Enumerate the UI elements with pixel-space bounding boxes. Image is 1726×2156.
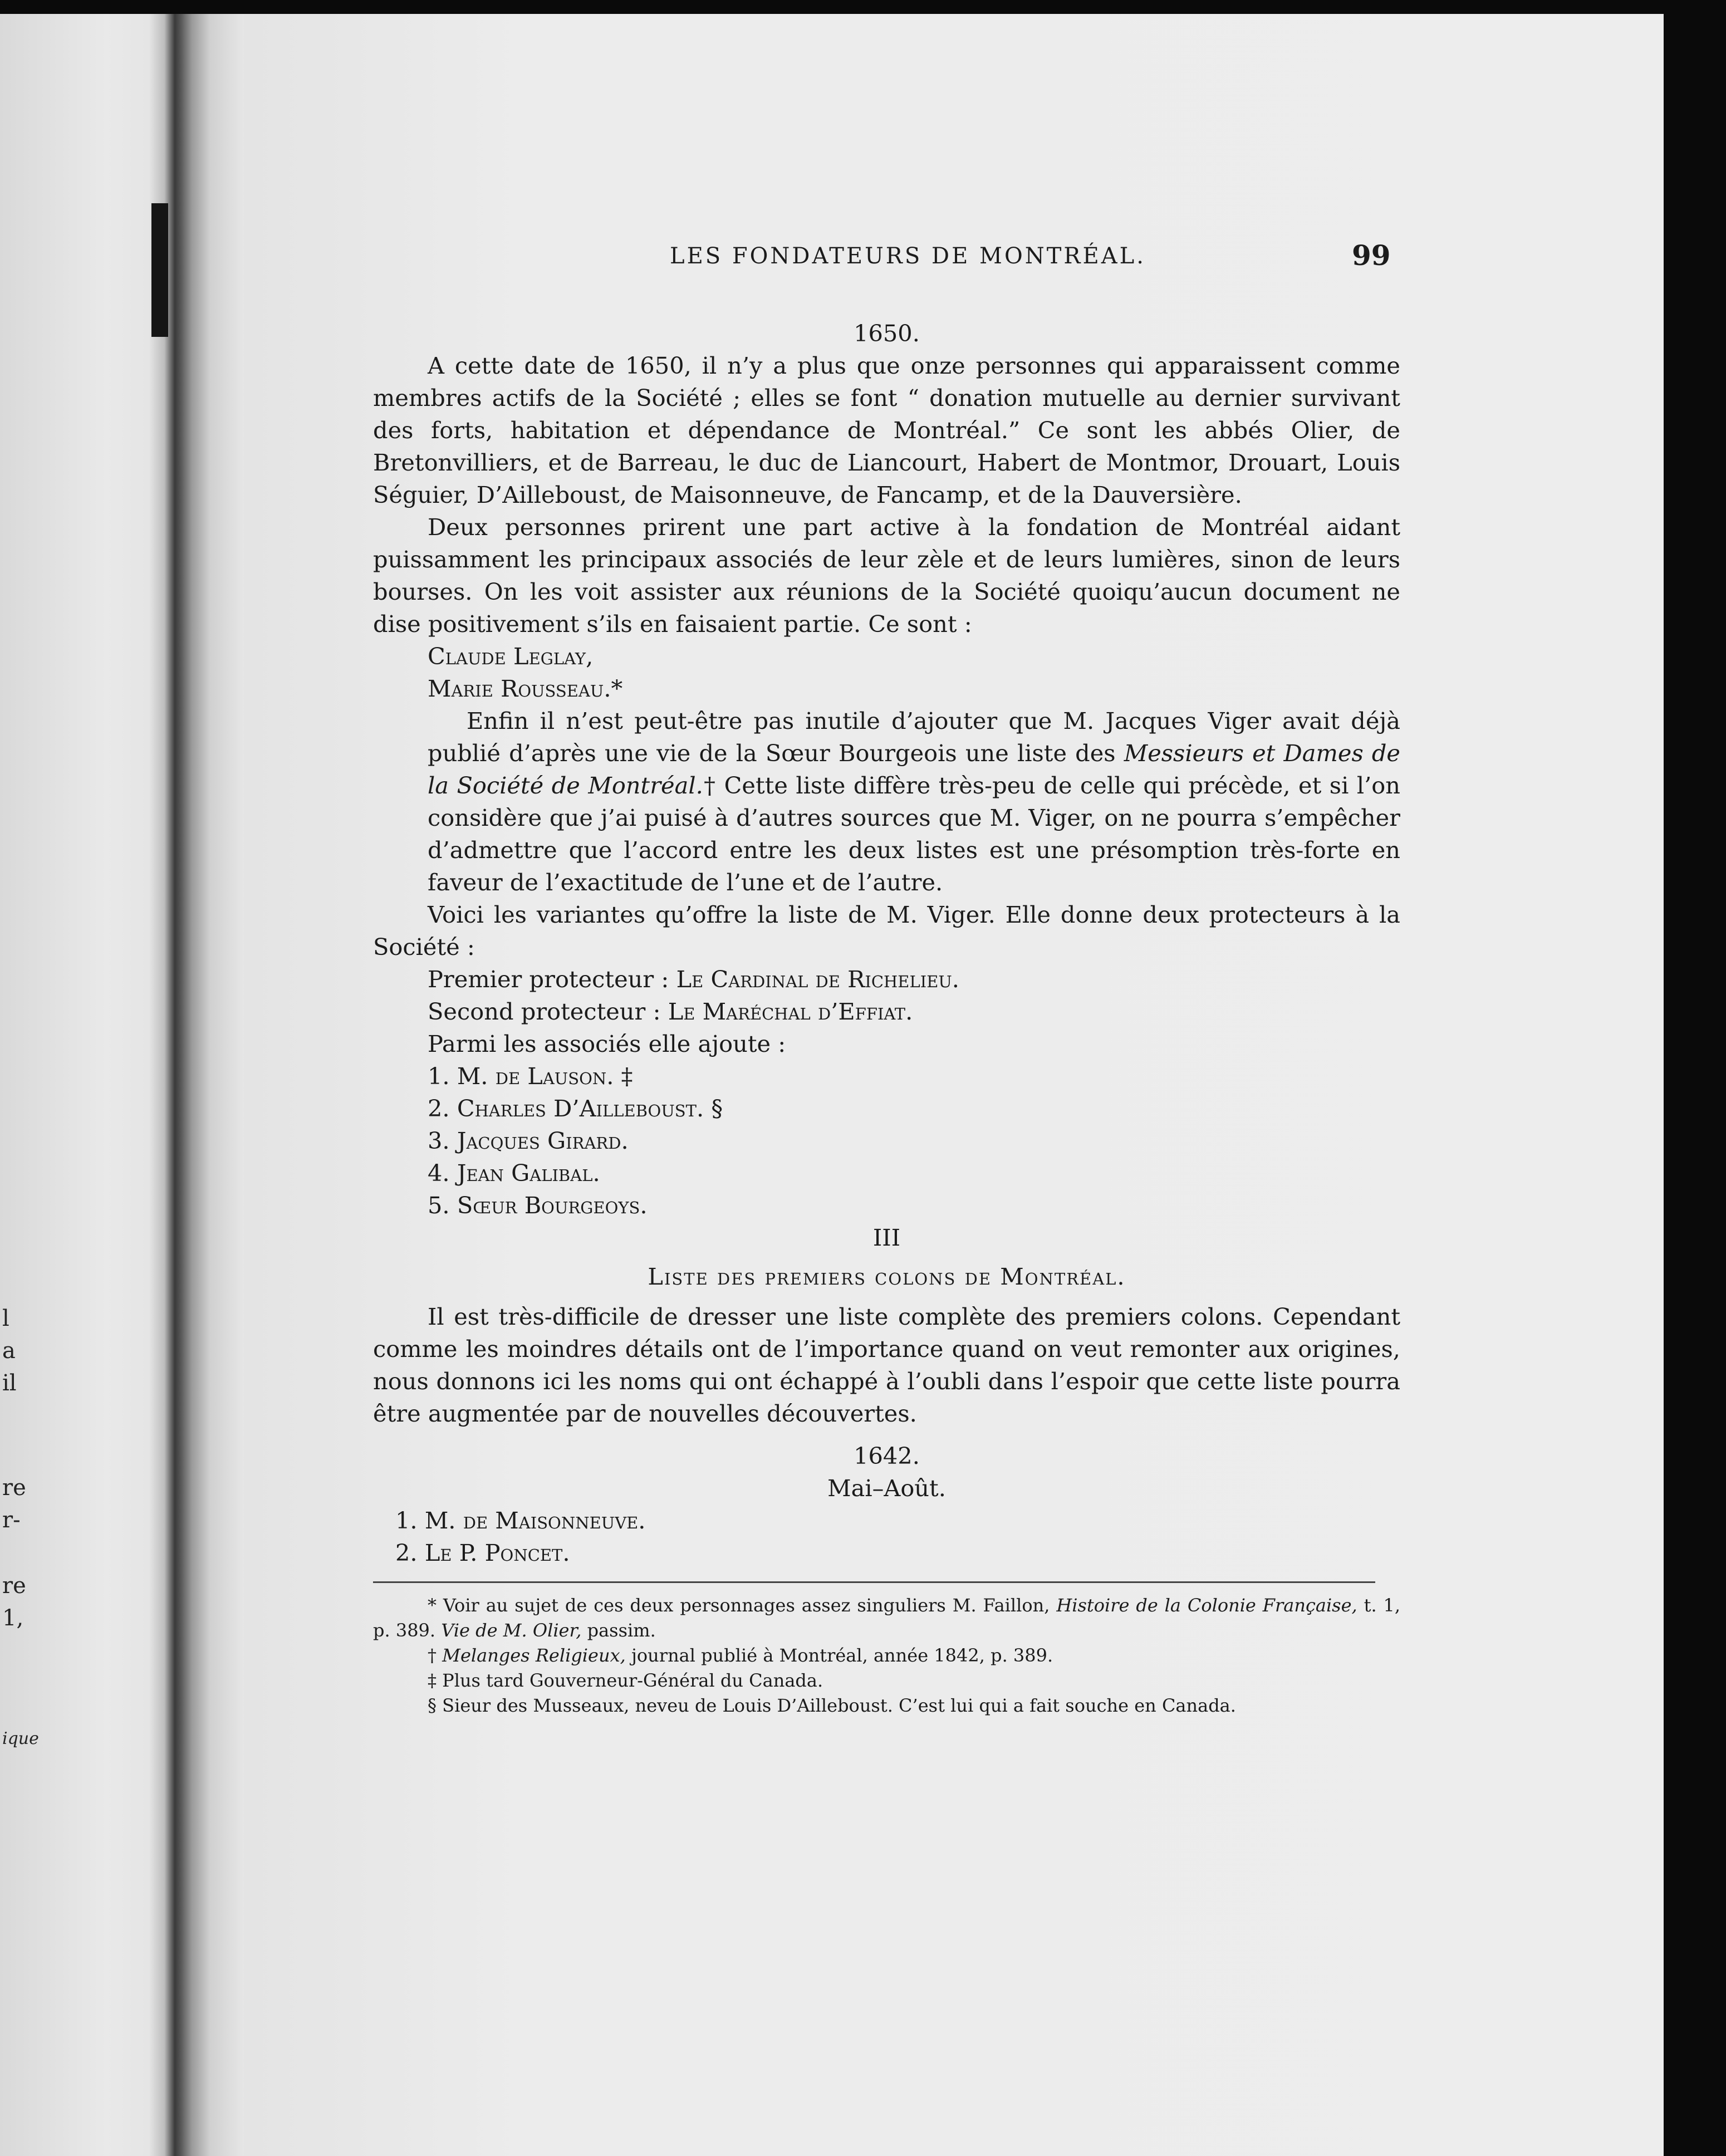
right-page: [244, 14, 1664, 2156]
footnote: [373, 1593, 1400, 1643]
list-number: 5.: [428, 1192, 450, 1219]
list-number: 1.: [395, 1507, 418, 1534]
associates-intro: Parmi les associés elle ajoute :: [428, 1030, 786, 1057]
footnote-text: journal publié à Montréal, année 1842, p. 389.: [631, 1645, 1053, 1666]
page-number: 99: [1352, 239, 1391, 272]
protector-label: Second protecteur :: [428, 998, 661, 1025]
scanned-page-spread: [0, 14, 1664, 2156]
list-name: Le P. Poncet.: [424, 1539, 570, 1566]
footnote-italic: Melanges Religieux,: [442, 1645, 626, 1666]
list-number: 2.: [428, 1095, 450, 1122]
footnote-mark: †: [428, 1645, 437, 1666]
footnote: ‡ Plus tard Gouverneur-Général du Canada.: [428, 1670, 823, 1691]
binding-mark: [151, 203, 168, 337]
footnote-mark: ‡: [621, 1062, 633, 1090]
list-name: Jacques Girard.: [457, 1127, 629, 1154]
protector-line: [373, 996, 1400, 1028]
list-item: [373, 1060, 1400, 1092]
list-item: [373, 1189, 1400, 1222]
section-numeral: III: [872, 1224, 901, 1251]
left-page-fragment: a: [2, 1338, 16, 1364]
paragraph-text: Cette liste diffère très-peu de celle qui précède, et si l’on considère que j’ai puisé à d’autres sources que M. Viger, on ne pourra s’empêcher d’admettre que l’accord entre les deux listes est une présomption très-forte en faveur de l’exactitude de l’une et de l’autre.: [428, 772, 1400, 896]
protector-name: Le Maréchal d’Effiat.: [668, 998, 913, 1025]
list-name: Sœur Bourgeoys.: [457, 1192, 648, 1219]
list-item: [373, 1092, 1400, 1125]
paragraph: Il est très-difficile de dresser une liste complète des premiers colons. Cependant comme les moindres détails ont de l’importance quand on veut remonter aux origines, nous donnons ici les noms qui ont échappé à l’oubli dans l’espoir que cette liste pourra être augmentée par de nouvelles découvertes.: [373, 1303, 1400, 1427]
year-heading: 1650.: [854, 320, 920, 347]
footnote-mark: §: [711, 1095, 723, 1122]
footnote-rule: [373, 1581, 1375, 1583]
protector-label: Premier protecteur :: [428, 966, 669, 993]
protector-line: [373, 963, 1400, 996]
paragraph: Deux personnes prirent une part active à la fondation de Montréal aidant puissamment les principaux associés de leur zèle et de leurs lumières, sinon de leurs bourses. On les voit assister aux réunions de la Société quoiqu’aucun document ne dise positivement s’ils en faisaient partie. Ce sont :: [373, 513, 1400, 638]
left-page-fragment: ique: [2, 1729, 39, 1748]
founder-name: Claude Leglay,: [428, 643, 594, 670]
list-number: 1.: [428, 1062, 450, 1090]
list-number: 2.: [395, 1539, 418, 1566]
list-name: Charles D’Ailleboust.: [457, 1095, 704, 1122]
list-name: M. de Maisonneuve.: [424, 1507, 646, 1534]
footnote-italic: Vie de M. Olier,: [441, 1620, 582, 1641]
running-head: LES FONDATEURS DE MONTRÉAL.: [670, 243, 1146, 269]
list-number: 3.: [428, 1127, 450, 1154]
list-item: [373, 1537, 1400, 1569]
list-name: M. de Lauson.: [457, 1062, 614, 1090]
viger-paragraph: [373, 705, 1400, 899]
founder-name: Marie Rousseau.*: [428, 675, 623, 702]
list-number: 4.: [428, 1159, 450, 1187]
period-heading: Mai–Août.: [827, 1474, 946, 1502]
protector-name: Le Cardinal de Richelieu.: [676, 966, 959, 993]
footnotes: [373, 1593, 1400, 1718]
left-page-fragment: l: [2, 1306, 9, 1331]
footnote-mark: †: [703, 772, 717, 799]
year-heading: 1642.: [854, 1442, 920, 1469]
footnote-italic: Histoire de la Colonie Française,: [1056, 1595, 1357, 1616]
italic-title: Messieurs et Dames de la Société de Montréal.: [428, 739, 1400, 799]
left-page-fragment: re: [2, 1573, 26, 1599]
left-page-fragment: re: [2, 1475, 26, 1501]
paragraph: A cette date de 1650, il n’y a plus que onze personnes qui apparaissent comme membres actifs de la Société ; elles se font “ donation mutuelle au dernier survivant des forts, habitation et dépendance de Montréal.” Ce sont les abbés Olier, de Bretonvilliers, et de Barreau, le duc de Liancourt, Habert de Montmor, Drouart, Louis Séguier, D’Ailleboust, de Maisonneuve, de Fancamp, et de la Dauversière.: [373, 352, 1400, 508]
page-header: [244, 239, 1664, 277]
paragraph: Voici les variantes qu’offre la liste de M. Viger. Elle donne deux protecteurs à la Société :: [373, 901, 1400, 961]
footnote: [373, 1643, 1400, 1668]
list-item: [373, 1125, 1400, 1157]
footnote: § Sieur des Musseaux, neveu de Louis D’Ailleboust. C’est lui qui a fait souche en Canada.: [428, 1695, 1236, 1716]
footnote-text: passim.: [587, 1620, 656, 1641]
list-name: Jean Galibal.: [457, 1159, 600, 1187]
footnote-text: t. 1, p. 389.: [373, 1595, 1401, 1641]
section-title: Liste des premiers colons de Montréal.: [648, 1263, 1126, 1290]
left-page-fragment: 1,: [2, 1605, 24, 1631]
paragraph-text: Enfin il n’est peut-être pas inutile d’ajouter que M. Jacques Viger avait déjà publié d’après une vie de la Sœur Bourgeois une liste des: [428, 707, 1400, 767]
list-item: [373, 1157, 1400, 1189]
list-item: [373, 1505, 1400, 1537]
footnote-text: * Voir au sujet de ces deux personnages assez singuliers M. Faillon,: [428, 1595, 1050, 1616]
left-page-fragment: r-: [2, 1507, 21, 1533]
left-page-fragment: il: [2, 1370, 17, 1396]
paragraph: [428, 705, 1400, 899]
body-text: [373, 317, 1400, 1718]
variants-paragraph: [373, 899, 1400, 963]
